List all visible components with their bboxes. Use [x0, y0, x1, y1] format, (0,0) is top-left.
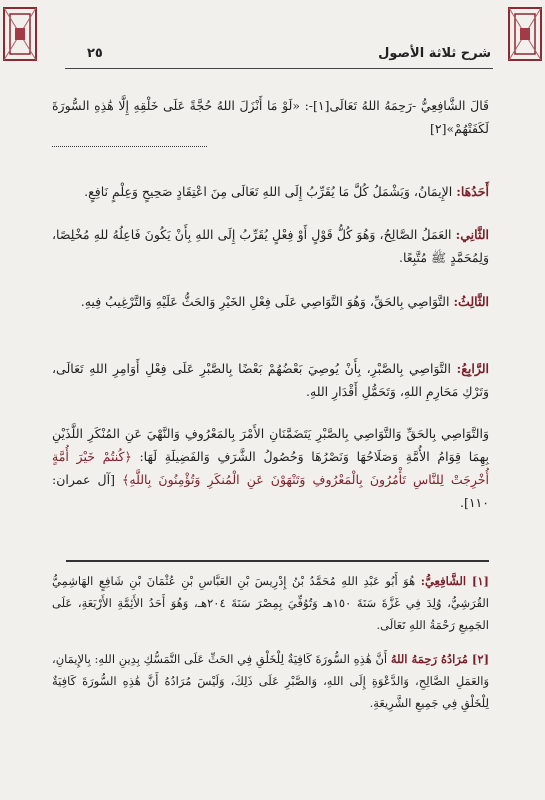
item-first-text: الإِيمَانُ، وَيَشْمَلُ كُلَّ مَا يُقَرِّبُ إِلَى اللهِ تَعَالَى مِنَ اعْتِقَادٍ صَحِيحٍ وَعِلْمٍ نَافِعٍ. [84, 184, 457, 199]
item-third-text: التَّوَاصِي بِالحَقِّ، وَهُوَ التَّوَاصِي عَلَى فِعْلِ الخَيْرِ وَالحَثُّ عَلَيْهِ وَالتَّرْغِيبُ فِيهِ. [80, 294, 454, 309]
item-third-label: الثَّالِثُ: [453, 294, 489, 309]
dotted-separator-line [52, 146, 207, 147]
footnote-2-text: أَنَّ هَٰذِهِ السُّورَةَ كَافِيَةٌ لِلْخَلْقِ فِي الحَثِّ عَلَى التَّمَسُّكِ بِدِينِ اللهِ: بِالإِيمَانِ، وَالعَمَلِ الصَّالِحِ، وَالدَّعْوَةِ إِلَى اللهِ، وَالصَّبْرِ عَلَى ذَلِكَ، وَلَيْسَ مُرَادُهُ أَنَّ هَٰذِهِ السُّورَةَ كَافِيَةٌ لِلْخَلْقِ فِي جَمِيعِ الشَّرِيعَةِ. [52, 652, 489, 710]
paragraph-five [52, 422, 489, 514]
item-second-text: العَمَلُ الصَّالِحُ، وَهُوَ كُلُّ قَوْلٍ أَوْ فِعْلٍ يُقَرِّبُ إِلَى اللهِ بِأَنْ يَكُونَ فَاعِلُهُ للهِ مُخْلِصًا، وَلِمُحَمَّدٍ ﷺ مُتَّبِعًا. [52, 227, 489, 265]
paragraph-five-text: وَالتَّوَاصِي بِالحَقِّ وَالتَّوَاصِي بِالصَّبْرِ يَتَضَمَّنَانِ الأَمْرَ بِالمَعْرُوفِ وَالنَّهْيَ عَنِ المُنْكَرِ اللَّذَيْنِ بِهِمَا قِوَامُ الأُمَّةِ وَصَلَاحُهَا وَنَصْرُهَا وَحُصُولُ الشَّرَفِ وَالفَضِيلَةِ لَهَا: [52, 426, 489, 464]
item-second [52, 223, 489, 269]
quran-reference: [آل عمران: ١١٠]. [52, 472, 489, 510]
item-fourth-text: التَّوَاصِي بِالصَّبْرِ، بِأَنْ يُوصِيَ بَعْضُهُمْ بَعْضًا بِالصَّبْرِ عَلَى فِعْلِ أَوَامِرِ اللهِ تَعَالَى، وَتَرْكِ مَحَارِمِ اللهِ، وَتَحَمُّلِ أَقْدَارِ اللهِ. [52, 361, 489, 399]
quran-verse: ﴿كُنتُمْ خَيْرَ أُمَّةٍ أُخْرِجَتْ لِلنَّاسِ تَأْمُرُونَ بِالْمَعْرُوفِ وَتَنْهَوْنَ عَنِ الْمُنكَرِ وَتُؤْمِنُونَ بِاللَّهِ﴾ [52, 449, 489, 487]
item-second-label: الثَّانِي: [455, 227, 489, 242]
footnote-2-label: [٢] مُرَادُهُ رَحِمَهُ اللهُ [390, 652, 490, 666]
running-header [55, 46, 493, 68]
header-rule [65, 68, 493, 69]
page-number: ٢٥ [87, 46, 103, 61]
running-title: شرح ثلاثة الأصول [378, 46, 491, 61]
item-first [52, 180, 489, 203]
footnote-1 [52, 570, 489, 636]
footnote-1-text: هُوَ أَبُو عَبْدِ اللهِ مُحَمَّدُ بْنُ إِدْرِيسَ بْنِ العَبَّاسِ بْنِ عُثْمَانَ بْنِ شَافِعٍ الهَاشِمِيُّ القُرَشِيُّ، وُلِدَ فِي غَزَّةَ سَنَةَ ١٥٠هـ وَتُوُفِّيَ بِمِصْرَ سَنَةَ ٢٠٤هـ، وَهُوَ أَحَدُ الأَئِمَّةِ الأَرْبَعَةِ، عَلَى الجَمِيعِ رَحْمَةُ اللهِ تَعَالَى. [52, 574, 489, 632]
footnote-separator [66, 560, 489, 562]
item-fourth [52, 357, 489, 403]
footnote-2 [52, 648, 489, 714]
intro-paragraph: قَالَ الشَّافِعِيُّ -رَحِمَهُ اللهُ تَعَالَى[١]-: «لَوْ مَا أَنْزَلَ اللهُ حُجَّةً عَلَى خَلْقِهِ إِلَّا هَٰذِهِ السُّورَةَ لَكَفَتْهُمْ»[٢] [52, 98, 489, 136]
item-first-label: أَحَدُهَا: [456, 184, 489, 199]
footnote-1-label: [١] الشَّافِعِيُّ: [420, 574, 489, 588]
item-fourth-label: الرَّابِعُ: [456, 361, 489, 376]
ornament-corner-right [505, 0, 545, 68]
ornament-corner-left [0, 0, 40, 68]
item-third [52, 290, 489, 313]
